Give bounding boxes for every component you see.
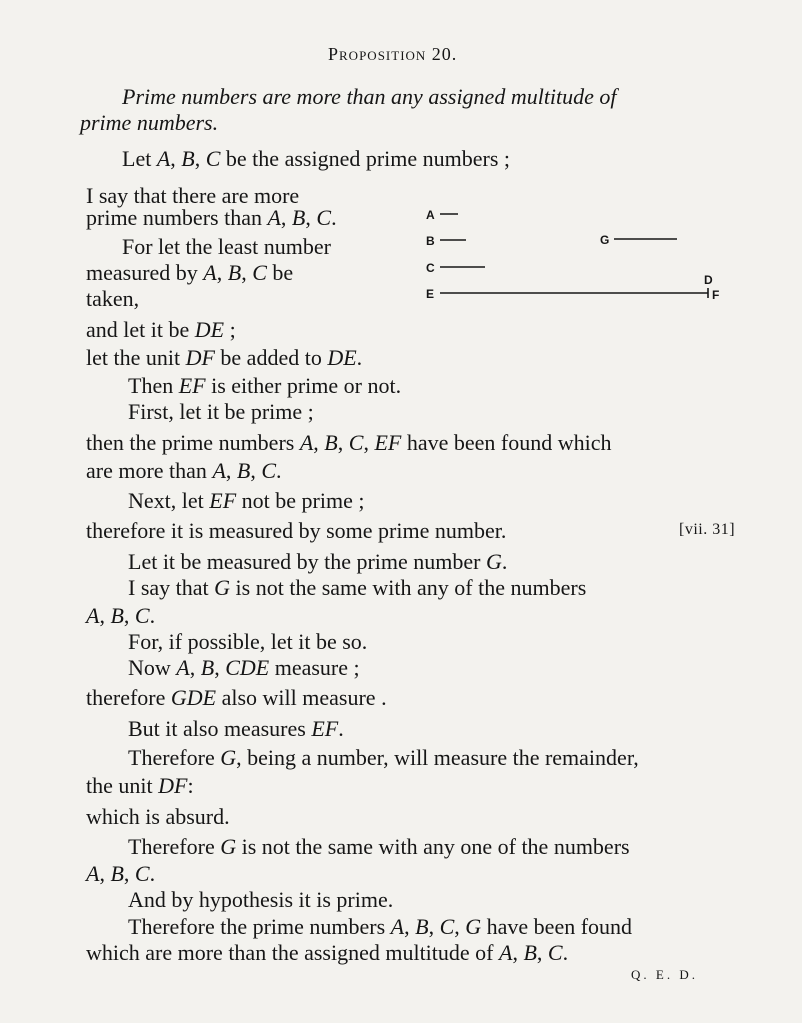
proof-text-run: is either prime or not. <box>205 373 402 398</box>
proof-text-run: , <box>241 260 253 285</box>
proof-text-run: For, if possible, let it be so. <box>128 629 368 654</box>
proof-text-run: , <box>214 655 226 680</box>
proof-text-run: Now <box>128 655 177 680</box>
proof-text-run: , <box>512 940 524 965</box>
proposition-title: Proposition 20. <box>328 44 458 64</box>
proof-text-run: , <box>305 205 317 230</box>
variable-name: C <box>225 655 240 680</box>
proof-text-run: ; <box>224 317 236 342</box>
variable-name: C <box>205 146 221 171</box>
proof-text-run: . <box>149 603 156 628</box>
proof-text-run: , <box>428 914 440 939</box>
proof-text-run: , <box>250 458 262 483</box>
proof-text-run: , <box>363 430 375 455</box>
variable-name: G <box>465 914 482 939</box>
variable-name: A <box>86 603 100 628</box>
proof-text-run: be the assigned prime numbers ; <box>220 146 511 171</box>
variable-name: B <box>200 655 215 680</box>
proof-text-run: let the unit <box>86 345 186 370</box>
proof-text-run: . <box>338 716 344 741</box>
variable-name: A <box>86 861 100 886</box>
proof-text-run: are more than <box>86 458 213 483</box>
variable-name: A <box>176 655 190 680</box>
proof-text-run: , <box>99 603 111 628</box>
proof-text-run: , <box>216 260 228 285</box>
variable-name: A <box>299 430 314 455</box>
variable-name: C <box>134 861 150 886</box>
enunciation-line-2: prime numbers. <box>80 110 219 135</box>
proof-text-run: Therefore <box>128 834 221 859</box>
citation-reference: [vii. 31] <box>679 521 736 538</box>
proof-text-run: , <box>536 940 548 965</box>
variable-name: G <box>486 549 502 574</box>
variable-name: B <box>236 458 251 483</box>
variable-name: EF <box>178 373 206 398</box>
proof-text-run: : <box>187 773 194 798</box>
proof-text-run: , being a number, will measure the remainder, <box>236 745 639 770</box>
proof-text-run: also will measure <box>216 685 382 710</box>
proof-text-run: ; <box>353 655 360 680</box>
proof-text-run: Therefore <box>128 745 221 770</box>
variable-name: DE <box>239 655 270 680</box>
variable-name: DE <box>194 317 225 342</box>
proof-text-run: have been found which <box>401 430 612 455</box>
variable-name: DE <box>186 685 217 710</box>
variable-name: C <box>134 603 150 628</box>
variable-name: B <box>324 430 338 455</box>
proof-text-run: But it also measures <box>128 716 312 741</box>
variable-name: DF <box>158 773 188 798</box>
proof-text-run: therefore it is measured by some prime number. <box>86 518 507 543</box>
proof-text-run: . <box>381 685 387 710</box>
variable-name: A <box>267 205 281 230</box>
variable-name: EF <box>311 716 339 741</box>
proof-text-run: Let <box>122 146 157 171</box>
proof-text-run: . <box>356 345 363 370</box>
proof-text-run: is not the same with any of the numbers <box>230 575 587 600</box>
proof-text-run: . <box>562 940 569 965</box>
variable-name: G <box>220 745 237 770</box>
proof-text-run: therefore <box>86 685 171 710</box>
proof-text-run: I say that <box>128 575 215 600</box>
variable-name: G <box>214 575 231 600</box>
enunciation-line-1: Prime numbers are more than any assigned multitude of <box>122 84 617 109</box>
proof-text-run: , <box>123 603 135 628</box>
proof-text-run: , <box>337 430 349 455</box>
variable-name: C <box>316 205 332 230</box>
proof-text-run: the unit <box>86 773 159 798</box>
variable-name: G <box>170 685 187 710</box>
proof-text-run: And by hypothesis it is prime. <box>128 887 394 912</box>
proof-text-run: , <box>454 914 466 939</box>
proof-text-run: , <box>280 205 292 230</box>
proof-text-run: Then <box>128 373 179 398</box>
variable-name: DF <box>185 345 215 370</box>
proof-text-run: which are more than the assigned multitude of <box>86 940 499 965</box>
variable-name: EF <box>374 430 402 455</box>
figure-label-e: E <box>426 287 435 301</box>
proof-text-run: measured by <box>86 260 204 285</box>
variable-name: B <box>415 914 429 939</box>
proof-text-run: have been found <box>481 914 633 939</box>
proof-text-run: , <box>404 914 416 939</box>
proof-text-run: , <box>189 655 201 680</box>
proof-text-run: and let it be <box>86 317 195 342</box>
proof-text-run: For let the least number <box>122 234 331 259</box>
figure-label-f: F <box>712 288 720 302</box>
proof-text-run: , <box>99 861 111 886</box>
variable-name: A <box>499 940 513 965</box>
qed-mark: Q. E. D. <box>631 967 698 982</box>
proof-text-run: First, let it be prime ; <box>128 399 314 424</box>
variable-name: A <box>212 458 226 483</box>
variable-name: C <box>439 914 455 939</box>
proof-text-run: then the prime numbers <box>86 430 300 455</box>
proof-text-run: , <box>225 458 237 483</box>
variable-name: B <box>181 146 195 171</box>
proof-text-run: be added to <box>214 345 328 370</box>
variable-name: DE <box>327 345 357 370</box>
proof-text-run: . <box>501 549 508 574</box>
figure-label-b: B <box>426 234 435 248</box>
proof-text-run: , <box>313 430 325 455</box>
variable-name: B <box>523 940 537 965</box>
proof-text-run: . <box>331 205 337 230</box>
variable-name: C <box>252 260 267 285</box>
variable-name: C <box>348 430 364 455</box>
proof-text-run: I say that there are more <box>86 183 300 208</box>
proof-text-run: , <box>123 861 135 886</box>
figure-label-g: G <box>600 233 610 247</box>
figure-label-a: A <box>426 208 435 222</box>
proof-text-run: Next, let <box>128 488 210 513</box>
variable-name: B <box>110 603 124 628</box>
proof-text-run: not be prime ; <box>236 488 365 513</box>
variable-name: EF <box>209 488 237 513</box>
variable-name: A <box>203 260 217 285</box>
proof-text-run: taken, <box>86 286 140 311</box>
proof-text-run: , <box>194 146 206 171</box>
proof-text-run: . <box>149 861 156 886</box>
proof-text-run: . <box>276 458 282 483</box>
variable-name: B <box>227 260 242 285</box>
proof-text-run: is not the same with any one of the numbers <box>236 834 630 859</box>
variable-name: A <box>156 146 171 171</box>
variable-name: C <box>261 458 277 483</box>
proof-text-run: measure <box>269 655 354 680</box>
variable-name: A <box>390 914 405 939</box>
proof-text-run: Therefore the prime numbers <box>128 914 391 939</box>
variable-name: B <box>291 205 306 230</box>
proof-text-run: be <box>266 260 294 285</box>
variable-name: G <box>220 834 237 859</box>
variable-name: C <box>547 940 563 965</box>
variable-name: B <box>110 861 124 886</box>
proof-text-run: Let it be measured by the prime number <box>128 549 486 574</box>
proof-text-run: which is absurd. <box>86 804 230 829</box>
proof-text-run: , <box>170 146 182 171</box>
figure-label-c: C <box>426 261 435 275</box>
figure-label-d: D <box>704 273 713 287</box>
proof-text-run: prime numbers than <box>86 205 268 230</box>
